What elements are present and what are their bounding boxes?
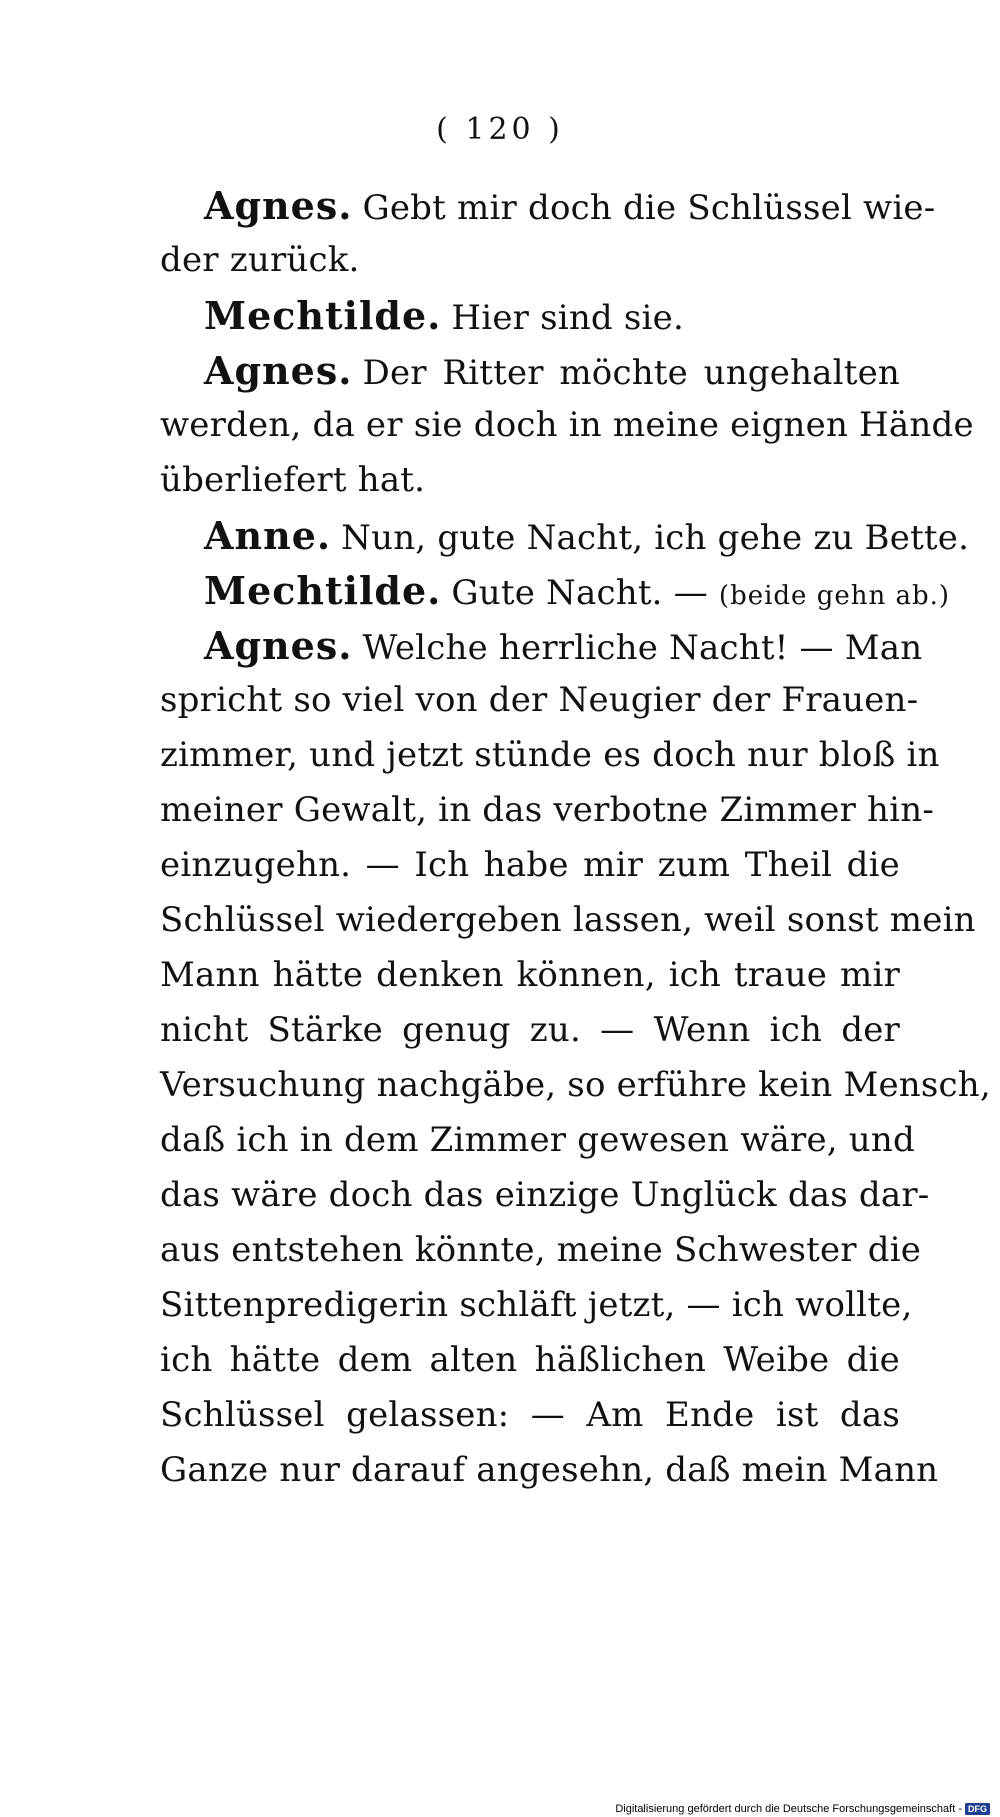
footer — [615, 1803, 990, 1815]
line-text: Der Ritter möchte ungehalten — [362, 353, 900, 393]
text-line — [160, 1168, 930, 1223]
line-text: Sittenpredigerin schläft jetzt, — ich wollte, — [160, 1285, 913, 1325]
footer-credit: Digitalisierung gefördert durch die Deutsche Forschungsgemeinschaft - — [615, 1803, 962, 1815]
text-line — [160, 1278, 913, 1333]
line-text: Ganze nur darauf angesehn, daß mein Mann — [160, 1450, 939, 1490]
speaker-name: Anne. — [204, 513, 332, 558]
text-line — [160, 948, 900, 1003]
speaker-name: Mechtilde. — [204, 293, 442, 338]
text-line — [160, 1223, 922, 1278]
line-text: das wäre doch das einzige Unglück das dar- — [160, 1175, 930, 1215]
text-line — [160, 838, 900, 893]
line-text: ich hätte dem alten häßlichen Weibe die — [160, 1340, 900, 1380]
text-line — [160, 1388, 900, 1443]
text-line — [160, 728, 940, 783]
text-line — [160, 783, 935, 838]
dfg-logo: DFG — [965, 1803, 990, 1815]
line-text: Versuchung nachgäbe, so erführe kein Mensch, — [160, 1065, 991, 1105]
line-text: nicht Stärke genug zu. — Wenn ich der — [160, 1010, 900, 1050]
line-text: der zurück. — [160, 240, 360, 280]
text-line — [160, 233, 900, 288]
text-line — [160, 1003, 900, 1058]
line-text: einzugehn. — Ich habe mir zum Theil die — [160, 845, 900, 885]
line-text: Welche herrliche Nacht! — Man — [362, 628, 923, 668]
text-line — [160, 1333, 900, 1388]
text-line — [160, 1058, 991, 1113]
text-line — [160, 343, 900, 398]
page-number: ( 120 ) — [436, 112, 564, 147]
line-text: überliefert hat. — [160, 460, 426, 500]
text-body — [160, 178, 991, 1498]
text-line — [160, 673, 919, 728]
text-line — [160, 453, 900, 508]
line-text: meiner Gewalt, in das verbotne Zimmer hin- — [160, 790, 935, 830]
line-text: Schlüssel gelassen: — Am Ende ist das — [160, 1395, 900, 1435]
text-line — [160, 288, 900, 343]
stage-direction: (beide gehn ab.) — [718, 581, 951, 611]
line-text: Nun, gute Nacht, ich gehe zu Bette. — [341, 518, 970, 558]
text-line — [160, 563, 951, 618]
speaker-name: Agnes. — [204, 348, 353, 393]
text-line — [160, 618, 923, 673]
text-line — [160, 1443, 939, 1498]
text-line — [160, 398, 974, 453]
speaker-name: Agnes. — [204, 183, 353, 228]
speaker-name: Agnes. — [204, 623, 353, 668]
speaker-name: Mechtilde. — [204, 568, 442, 613]
line-text: Schlüssel wiedergeben lassen, weil sonst mein — [160, 900, 976, 940]
line-text: Mann hätte denken können, ich traue mir — [160, 955, 900, 995]
text-line — [160, 893, 976, 948]
line-text: aus entstehen könnte, meine Schwester die — [160, 1230, 922, 1270]
line-text: daß ich in dem Zimmer gewesen wäre, und — [160, 1120, 915, 1160]
text-line — [160, 1113, 915, 1168]
line-text: spricht so viel von der Neugier der Frauen- — [160, 680, 919, 720]
text-line — [160, 508, 970, 563]
line-text: Hier sind sie. — [451, 298, 684, 338]
line-text: Gebt mir doch die Schlüssel wie- — [362, 188, 936, 228]
line-text: Gute Nacht. — — [451, 573, 708, 613]
line-text: werden, da er sie doch in meine eignen Hände — [160, 405, 974, 445]
line-text: zimmer, und jetzt stünde es doch nur bloß in — [160, 735, 940, 775]
text-line — [160, 178, 936, 233]
